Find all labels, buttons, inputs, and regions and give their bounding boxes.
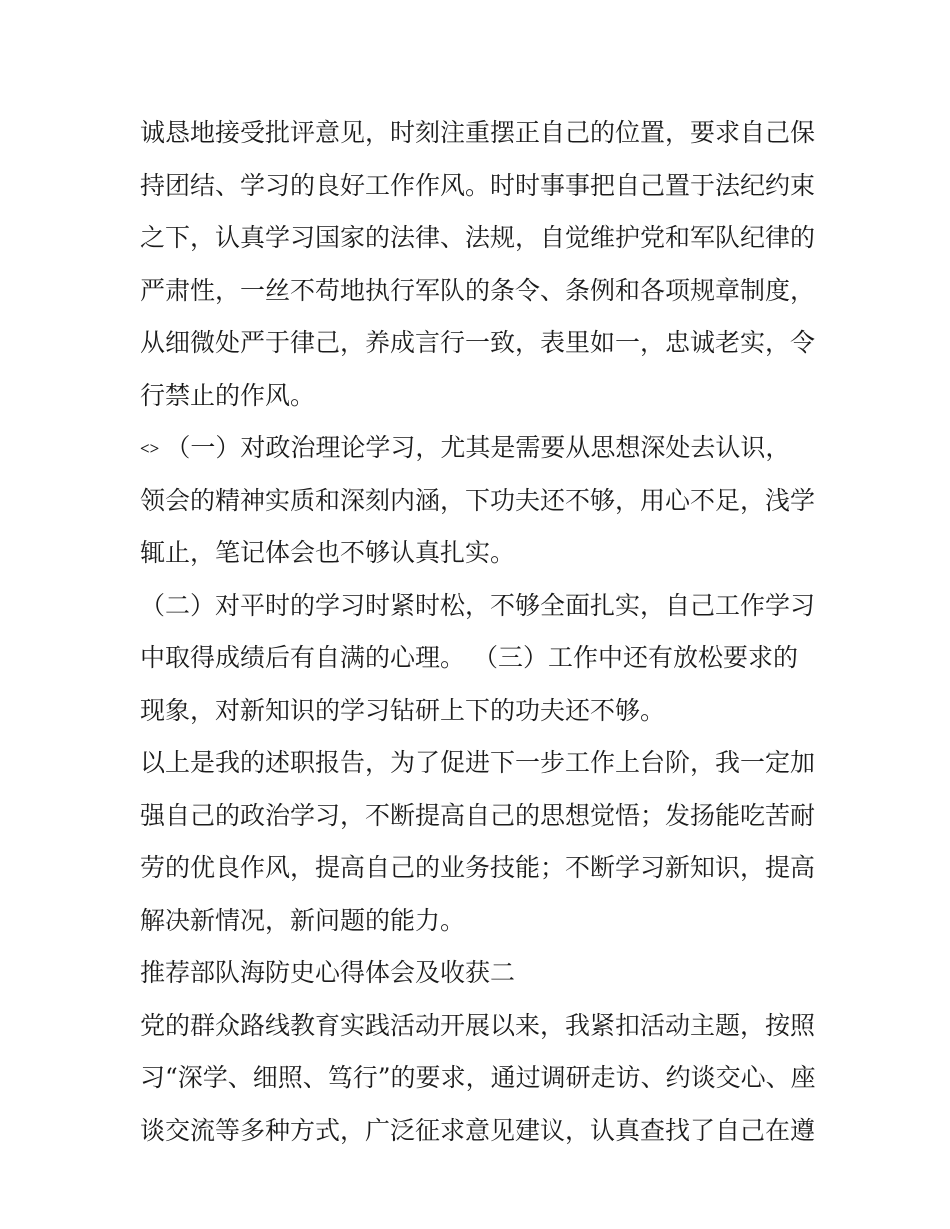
text-line: 解决新情况，新问题的能力。 xyxy=(140,905,466,935)
text-line: 从细微处严于律己，养成言行一致，表里如一，忠诚老实，令 xyxy=(140,328,816,357)
text-line: 辄止，笔记体会也不够认真扎实。 xyxy=(140,538,516,567)
text-line: 行禁止的作风。 xyxy=(140,380,316,410)
text-line: 领会的精神实质和深刻内涵，下功夫还不够，用心不足，浅学 xyxy=(140,485,816,515)
body-text xyxy=(140,107,820,1157)
text-line: 以上是我的述职报告，为了促进下一步工作上台阶，我一定加 xyxy=(140,748,816,777)
text-line-with-marker xyxy=(140,422,820,475)
section-heading: 推荐部队海防史心得体会及收获二 xyxy=(140,958,516,987)
text-line: 谈交流等多种方式，广泛征求意见建议，认真查找了自己在遵 xyxy=(140,1115,816,1145)
text-line: 之下，认真学习国家的法律、法规，自觉维护党和军队纪律的 xyxy=(140,223,816,252)
text-line: 强自己的政治学习，不断提高自己的思想觉悟；发扬能吃苦耐 xyxy=(140,800,816,830)
text-line: 现象，对新知识的学习钻研上下的功夫还不够。 xyxy=(140,695,666,725)
text-line-content: （一）对政治理论学习，尤其是需要从思想深处去认识， xyxy=(165,433,791,462)
list-marker: <> xyxy=(140,439,160,458)
text-line: 严肃性，一丝不苟地执行军队的条令、条例和各项规章制度， xyxy=(140,275,816,305)
text-line: 诚恳地接受批评意见，时刻注重摆正自己的位置，要求自己保 xyxy=(140,118,816,147)
text-line: （二）对平时的学习时紧时松，不够全面扎实，自己工作学习 xyxy=(140,590,816,620)
text-line: 劳的优良作风，提高自己的业务技能；不断学习新知识，提高 xyxy=(140,853,816,882)
text-line: 习“深学、细照、笃行”的要求，通过调研走访、约谈交心、座 xyxy=(140,1063,816,1092)
text-line: 持团结、学习的良好工作作风。时时事事把自己置于法纪约束 xyxy=(140,170,816,200)
text-line: 党的群众路线教育实践活动开展以来，我紧扣活动主题，按照 xyxy=(140,1010,816,1040)
text-line: 中取得成绩后有自满的心理。 （三）工作中还有放松要求的 xyxy=(140,643,798,672)
